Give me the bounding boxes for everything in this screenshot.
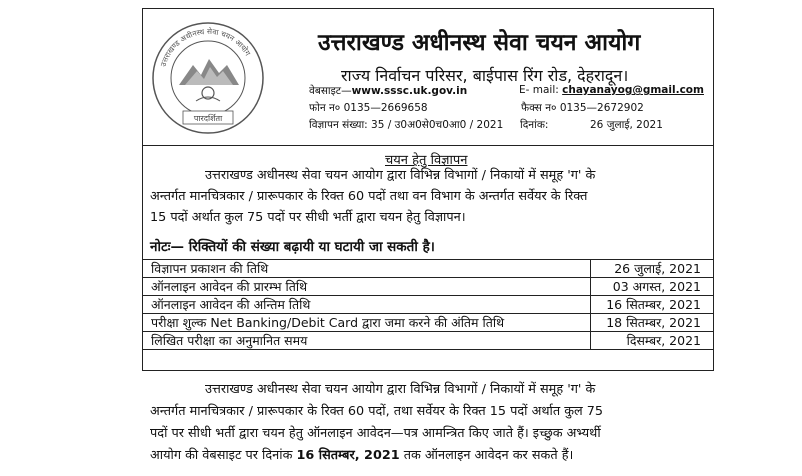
table-row [143, 296, 714, 314]
commission-seal-icon [149, 19, 267, 137]
date-label: दिनांक: [520, 119, 549, 131]
body-line-4: आयोग की वेबसाइट पर दिनांक 16 सितम्बर, 2021 तक ऑनलाइन आवेदन कर सकते हैं। [150, 448, 574, 463]
body-line-3: पदों पर सीधी भर्ती द्वारा चयन हेतु ऑनलाइन आवेदन—पत्र आमन्त्रित किए जाते हैं। इच्छुक अभ्यर्थी [150, 426, 601, 441]
seal-ring-text: उत्तराखण्ड अधीनस्थ सेवा चयन आयोग [158, 26, 253, 68]
schedule-table [142, 259, 714, 350]
phone-number: फोन न० 0135—2669658 [309, 102, 428, 114]
advertisement-number: विज्ञापन संख्या: 35 / उ0अ0से0च0आ0 / 2021 [309, 119, 504, 131]
body-line-2: अन्तर्गत मानचित्रकार / प्रारूपकार के रिक्त 60 पदों, तथा सर्वेयर के रिक्त 15 पदों अर्थात कुल 75 [150, 404, 604, 419]
schedule-date: 16 सितम्बर, 2021 [591, 296, 714, 314]
schedule-label: परीक्षा शुल्क Net Banking/Debit Card द्वारा जमा करने की अंतिम तिथि [143, 314, 591, 332]
table-row [143, 332, 714, 350]
schedule-date: 03 अगस्त, 2021 [591, 278, 714, 296]
vacancy-note: नोटः— रिक्तियों की संख्या बढ़ायी या घटायी जा सकती है। [150, 239, 435, 255]
schedule-label: ऑनलाइन आवेदन की अन्तिम तिथि [143, 296, 591, 314]
fax-number: फैक्स न० 0135—2672902 [521, 102, 644, 114]
schedule-label: लिखित परीक्षा का अनुमानित समय [143, 332, 591, 350]
organization-title: उत्तराखण्ड अधीनस्थ सेवा चयन आयोग [318, 30, 641, 56]
schedule-label: ऑनलाइन आवेदन की प्रारम्भ तिथि [143, 278, 591, 296]
schedule-date: 18 सितम्बर, 2021 [591, 314, 714, 332]
website-link[interactable]: www.sssc.uk.gov.in [351, 85, 468, 97]
notice-line-2: अन्तर्गत मानचित्रकार / प्रारूपकार के रिक्त 60 पदों तथा वन विभाग के अन्तर्गत सर्वेयर के रिक्त [150, 189, 588, 204]
notice-heading: चयन हेतु विज्ञापन [385, 153, 468, 168]
seal-motto: पारदर्शिता [193, 114, 223, 123]
header-box [142, 8, 714, 146]
schedule-label: विज्ञापन प्रकाशन की तिथि [143, 260, 591, 278]
date-value: 26 जुलाई, 2021 [590, 119, 663, 131]
schedule-date: 26 जुलाई, 2021 [591, 260, 714, 278]
table-row [143, 278, 714, 296]
last-date-bold: 16 सितम्बर, 2021 [296, 448, 400, 463]
organization-address: राज्य निर्वाचन परिसर, बाईपास रिंग रोड, देहरादून। [341, 66, 629, 85]
table-row [143, 314, 714, 332]
email-link[interactable]: chayanayog@gmail.com [562, 84, 704, 96]
website-line: वेबसाइट—www.sssc.uk.gov.in [309, 85, 468, 97]
notice-line-3: 15 पदों अर्थात कुल 75 पदों पर सीधी भर्ती द्वारा चयन हेतु विज्ञापन। [150, 210, 466, 225]
body-line-1: उत्तराखण्ड अधीनस्थ सेवा चयन आयोग द्वारा विभिन्न विभागों / निकायों में समूह 'ग' के [205, 382, 596, 397]
email-line: E- mail: chayanayog@gmail.com [519, 84, 704, 96]
notice-line-1: उत्तराखण्ड अधीनस्थ सेवा चयन आयोग द्वारा विभिन्न विभागों / निकायों में समूह 'ग' के [205, 168, 596, 183]
schedule-date: दिसम्बर, 2021 [591, 332, 714, 350]
table-row [143, 260, 714, 278]
